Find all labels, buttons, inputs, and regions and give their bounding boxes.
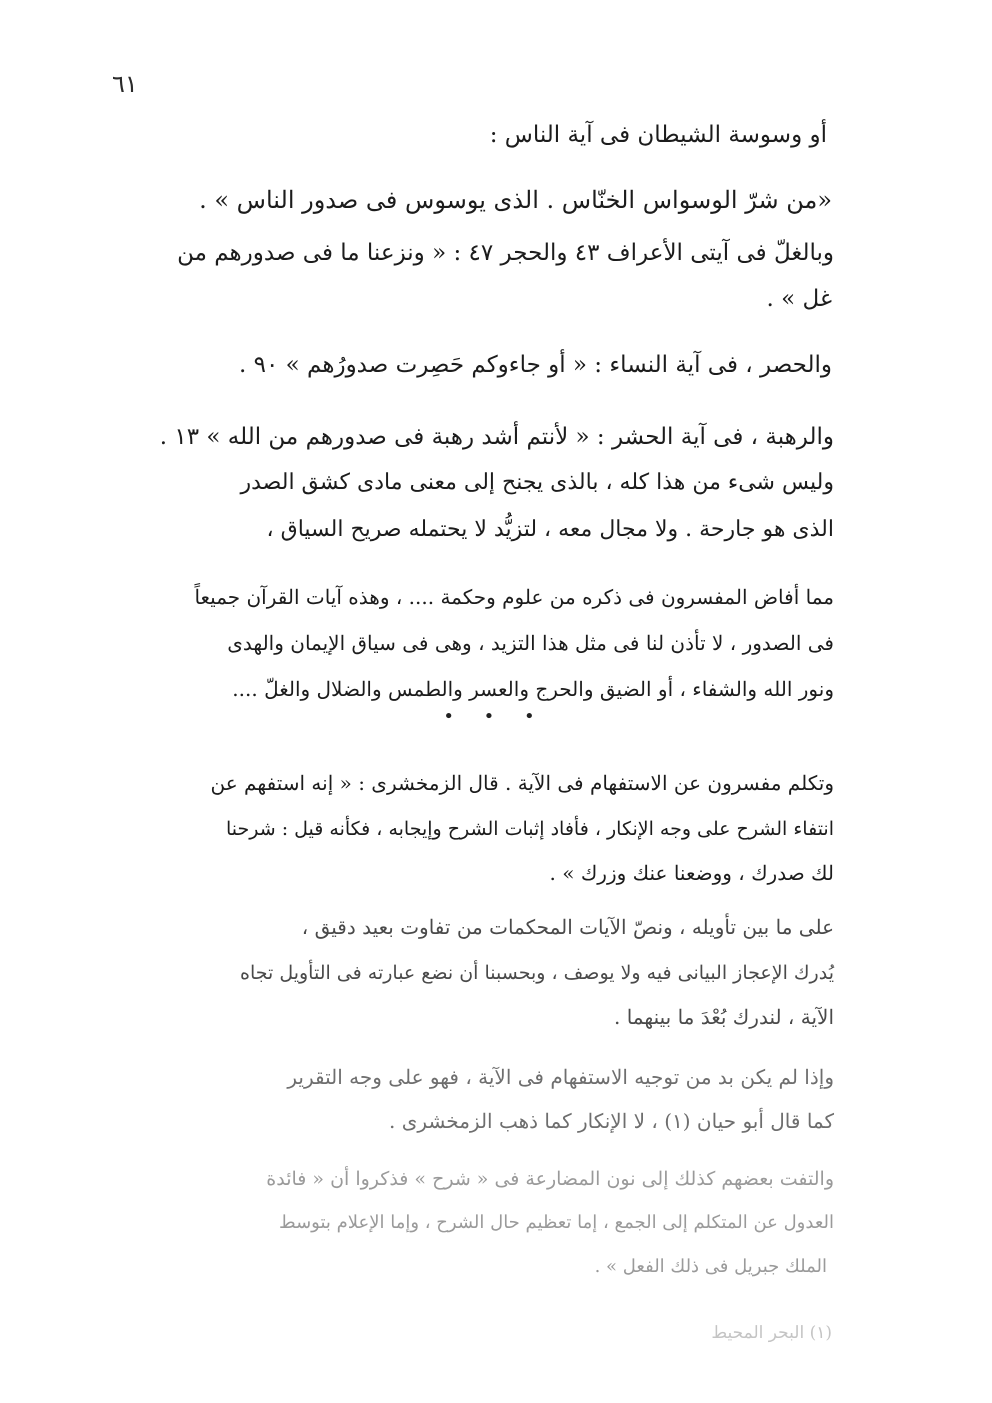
text-line: كما قال أبو حيان (١) ، لا الإنكار كما ذهب الزمخشرى . — [389, 1109, 834, 1133]
text-line: وإذا لم يكن بد من توجيه الاستفهام فى الآية ، فهو على وجه التقرير — [287, 1065, 834, 1089]
text-line: والتفت بعضهم كذلك إلى نون المضارعة فى « شرح » فذكروا أن « فائدة — [266, 1168, 834, 1190]
text-line: فى الصدور ، لا تأذن لنا فى مثل هذا التزيد ، وهى فى سياق الإيمان والهدى — [227, 631, 834, 655]
text-line: أو وسوسة الشيطان فى آية الناس : — [489, 122, 827, 148]
text-line: الملك جبريل فى ذلك الفعل » . — [594, 1256, 827, 1277]
text-line: والحصر ، فى آية النساء : « أو جاءوكم حَصِرت صدورُهم » ٩٠ . — [238, 352, 832, 378]
section-separator: • • • — [443, 706, 547, 727]
text-line: الآية ، لندرك بُعْدَ ما بينهما . — [613, 1005, 834, 1029]
page-number: ٦١ — [112, 70, 138, 98]
text-line: الذى هو جارحة . ولا مجال معه ، لتزيُّد لا يحتمله صريح السياق ، — [266, 517, 834, 542]
text-line: انتفاء الشرح على وجه الإنكار ، فأفاد إثبات الشرح وإيجابه ، فكأنه قيل : شرحنا — [226, 818, 834, 840]
text-line: ونور الله والشفاء ، أو الضيق والحرج والعسر والطمس والضلال والغلّ .... — [232, 677, 834, 701]
text-line: على ما بين تأويله ، ونصّ الآيات المحكمات من تفاوت بعيد دقيق ، — [301, 915, 834, 939]
text-line: يُدرك الإعجاز البيانى فيه ولا يوصف ، وبحسبنا أن نضع عبارته فى التأويل تجاه — [239, 962, 834, 984]
text-line: والرهبة ، فى آية الحشر : « لأنتم أشد رهبة فى صدورهم من الله » ١٣ . — [159, 424, 834, 450]
text-line: العدول عن المتكلم إلى الجمع ، إما تعظيم حال الشرح ، وإما الإعلام بتوسط — [278, 1212, 834, 1233]
text-line: مما أفاض المفسرون فى ذكره من علوم وحكمة .... ، وهذه آيات القرآن جميعاً — [194, 585, 834, 609]
text-line: وتكلم مفسرون عن الاستفهام فى الآية . قال الزمخشرى : « إنه استفهم عن — [210, 771, 834, 795]
quote-line: «من شرّ الوسواس الخنّاس . الذى يوسوس فى صدور الناس » . — [199, 186, 832, 214]
text-line: لك صدرك ، ووضعنا عنك وزرك » . — [549, 861, 834, 885]
footnote: (١) البحر المحيط — [711, 1323, 832, 1343]
text-line: وبالغلّ فى آيتى الأعراف ٤٣ والحجر ٤٧ : « ونزعنا ما فى صدورهم من — [177, 240, 834, 266]
text-line: وليس شىء من هذا كله ، بالذى يجنح إلى معنى مادى كشق الصدر — [240, 470, 834, 495]
text-line: غل » . — [766, 286, 832, 312]
